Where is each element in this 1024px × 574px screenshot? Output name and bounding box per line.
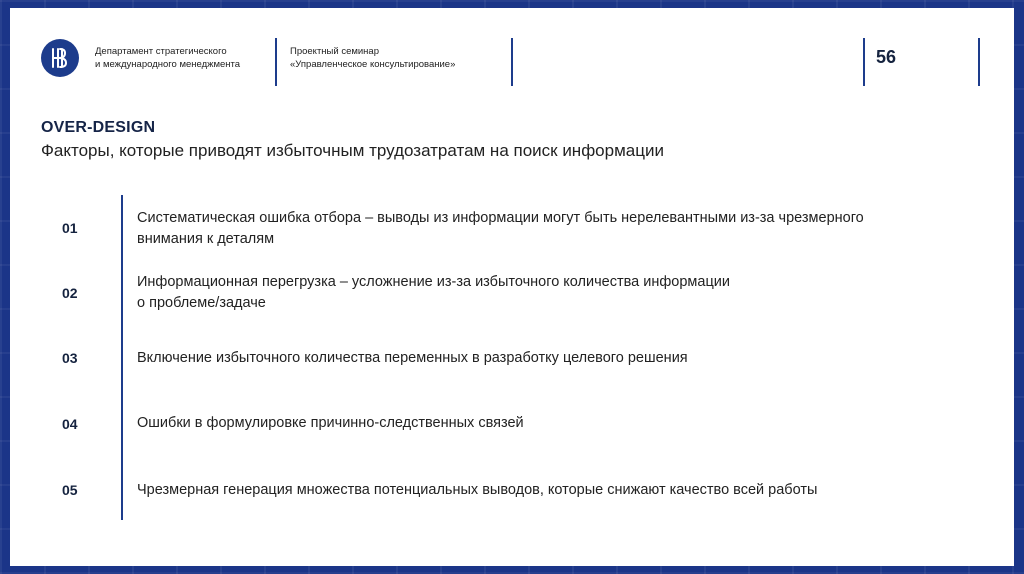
- item-number: 02: [62, 285, 78, 301]
- department-line-2: и международного менеджмента: [95, 59, 241, 70]
- item-text: [137, 480, 957, 501]
- department-line-1: Департамент стратегического: [95, 46, 227, 57]
- university-logo-icon: [41, 39, 79, 77]
- header-divider-2: [511, 38, 513, 86]
- item-text-line-2: о проблеме/задаче: [137, 295, 266, 311]
- seminar-name: [290, 45, 455, 71]
- header-divider-4: [978, 38, 980, 86]
- seminar-line-2: «Управленческое консультирование»: [290, 59, 456, 70]
- item-text: [137, 413, 957, 434]
- department-name: [95, 45, 240, 71]
- item-number: 03: [62, 350, 78, 366]
- item-text: [137, 348, 957, 369]
- item-text: [137, 272, 957, 314]
- slide-subtitle: Факторы, которые приводят избыточным трудозатратам на поиск информации: [41, 141, 664, 160]
- header-divider-3: [863, 38, 865, 86]
- item-number: 05: [62, 482, 78, 498]
- page-number: 56: [876, 47, 897, 67]
- item-number: 04: [62, 416, 78, 432]
- list-divider-line: [121, 195, 123, 520]
- item-text: [137, 208, 957, 250]
- slide-title: OVER-DESIGN: [41, 119, 156, 136]
- seminar-line-1: Проектный семинар: [290, 46, 379, 57]
- item-number: 01: [62, 220, 78, 236]
- item-text-line-1: Систематическая ошибка отбора – выводы из информации могут быть нерелевантными из-за чрезмерного: [137, 210, 864, 226]
- slide: [10, 8, 1014, 566]
- item-text-line-1: Ошибки в формулировке причинно-следственных связей: [137, 415, 524, 431]
- item-text-line-1: Информационная перегрузка – усложнение из-за избыточного количества информации: [137, 274, 730, 290]
- item-text-line-2: внимания к деталям: [137, 231, 275, 247]
- item-text-line-1: Чрезмерная генерация множества потенциальных выводов, которые снижают качество всей работы: [137, 482, 818, 498]
- header-divider-1: [275, 38, 277, 86]
- item-text-line-1: Включение избыточного количества переменных в разработку целевого решения: [137, 350, 688, 366]
